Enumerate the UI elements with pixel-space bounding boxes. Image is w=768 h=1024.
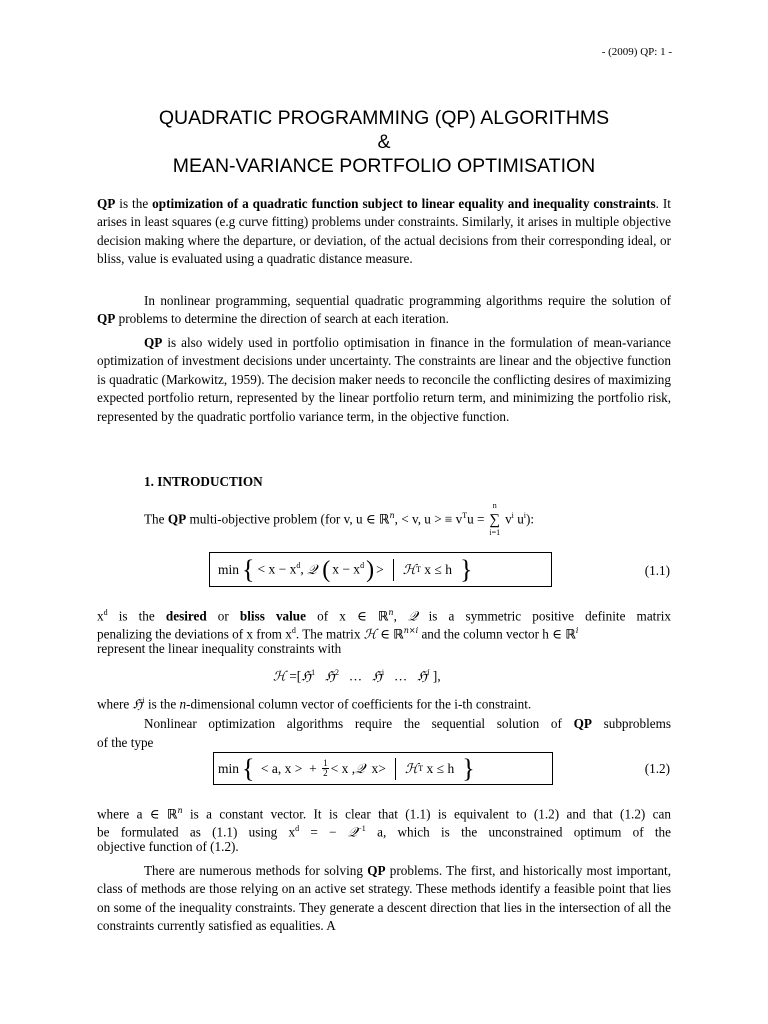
paragraph-portfolio: QP is also widely used in portfolio optimisation in finance in the formulation of mean-variance optimization of investment decisions under uncertainty. The constraints are linear and the objective function is quadratic (Markowitz, 1959). The decision maker needs to reconcile the conflicting desires of maximizing expected portfolio return, represented by the linear portfolio return term, and minimizing the portfolio risk, represented by the quadratic portfolio variance term, in the objective function. (97, 335, 671, 424)
paragraph-where-a-line-2: be formulated as (1.1) using $x^d$ = − 𝒬$^{-1}$ a, which is the unconstrained optimum of the (97, 824, 672, 841)
paragraph-sqp: In nonlinear programming, sequential quadratic programming algorithms require the solution of QP problems to determine the direction of search at each iteration. (97, 293, 671, 327)
equation-number-1-1: (1.1) (644, 563, 670, 578)
paragraph-desired-line-1: $x^d$ is the desired or bliss value of x ∈ ℝ$^n$, 𝒬 is a symmetric positive definite matrix (97, 608, 671, 625)
constraint-matrix: ℋ =[ℌ$^1$ ℌ$^2$ … ℌ$^i$ … ℌ$^i$ ], (273, 668, 441, 685)
paragraph-nonlinear-line-2: of the type (97, 735, 154, 750)
equation-1-1: min { < $x - x^d$, 𝒬 ( $x - x^d$ ) > ℋ T x ≤ h } (209, 552, 552, 587)
paragraph-desired-line-3: represent the linear inequality constraints with (97, 641, 342, 656)
paragraph-desired-line-2: penalizing the deviations of x from $x^d$. The matrix ℋ ∈ ℝ$^{n\times i}$ and the column vector h ∈ ℝ$^i$ (97, 626, 579, 643)
intro-line: The QP multi-objective problem (for v, u ∈ ℝ$^n$, < v, u > ≡ $v^Tu$ = n ∑ i=1 $v^i$ $u^i$): (144, 501, 535, 538)
title-line-3: MEAN-VARIANCE PORTFOLIO OPTIMISATION (172, 155, 596, 177)
one-half-fraction: $\frac{1}{2}$ (323, 758, 328, 778)
title-line-2: & (377, 131, 391, 153)
title-line-1: QUADRATIC PROGRAMMING (QP) ALGORITHMS (158, 107, 610, 129)
paragraph-where-h: where ℌ$^i$ is the n-dimensional column vector of coefficients for the i-th constraint. (97, 696, 532, 713)
equation-1-2: min { < a, x > + $\frac{1}{2}$ < x , 𝒬 x> ℋ T x ≤ h } (213, 752, 553, 785)
paragraph-methods: There are numerous methods for solving QP problems. The first, and historically most important, class of methods are those relying on an active set strategy. These methods identify a feasible point that lies on some of the inequality constraints. They generate a descent direction that lies in the intersection of all the constraints currently satisfied as equalities. A (97, 863, 671, 934)
equation-number-1-2: (1.2) (644, 761, 670, 776)
section-heading: 1. INTRODUCTION (144, 474, 263, 489)
paragraph-where-a-line-3: objective function of (1.2). (97, 839, 239, 854)
paragraph-nonlinear-line-1: Nonlinear optimization algorithms require the sequential solution of QP subproblems (144, 716, 671, 731)
paragraph-where-a-line-1: where a ∈ ℝ$^n$ is a constant vector. It is clear that (1.1) is equivalent to (1.2) and that (1.2) can (97, 806, 671, 823)
summation-symbol: n ∑ i=1 (489, 501, 501, 538)
paragraph-qp-definition: QP is the optimization of a quadratic function subject to linear equality and inequality constraints. It arises in least squares (e.g curve fitting) problems under constraints. Similarly, it arises in multiple objective decision making where the departure, or deviation, of the actual decisions from their corresponding ideal, or bliss, value is evaluated using a quadratic distance measure. (97, 196, 671, 267)
page-header: - (2009) QP: 1 - (601, 46, 672, 58)
